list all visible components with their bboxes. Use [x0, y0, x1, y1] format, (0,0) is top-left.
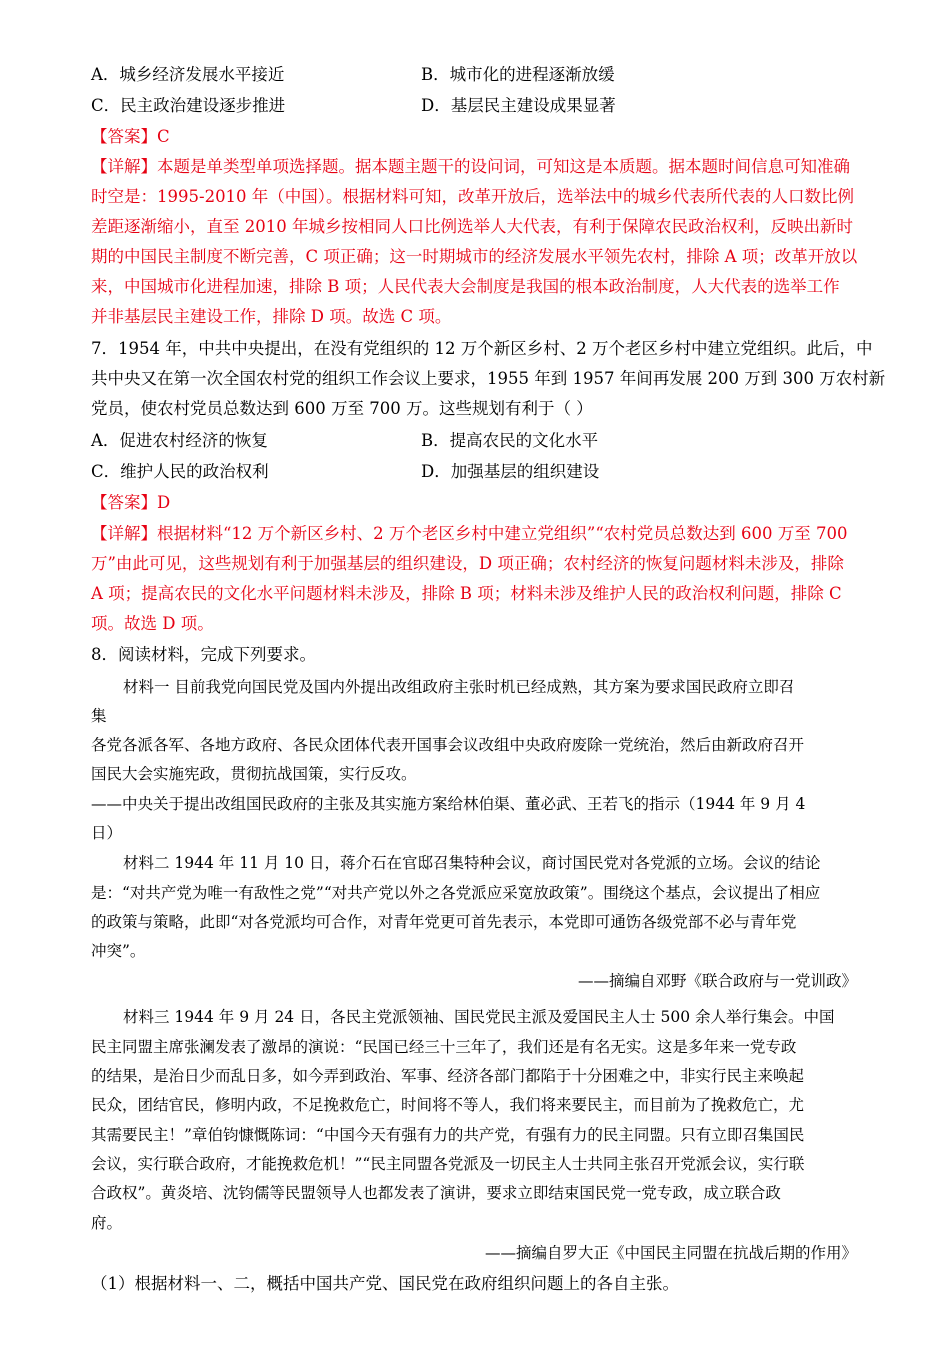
q6-answer: 【答案】C — [91, 127, 170, 146]
q7-option-a: A．促进农村经济的恢复 — [91, 431, 268, 450]
material3-source: ——摘编自罗大正《中国民主同盟在抗战后期的作用》 — [484, 1244, 857, 1262]
material1-line: 材料一 目前我党向国民党及国内外提出改组政府主张时机已经成熟，其方案为要求国民政府立即召 — [123, 678, 795, 696]
material3-line: 其需要民主！”章伯钧慷慨陈词：“中国今天有强有力的共产党，有强有力的民主同盟。只有立即召集国民 — [91, 1126, 805, 1144]
material2-source: ——摘编自邓野《联合政府与一党训政》 — [577, 972, 857, 990]
q6-option-c: C．民主政治建设逐步推进 — [91, 96, 286, 115]
material2-line: 冲突”。 — [91, 942, 146, 960]
q7-stem-line: 共中央又在第一次全国农村党的组织工作会议上要求，1955 年到 1957 年间再发展 200 万到 300 万农村新 — [91, 369, 886, 388]
material3-line: 材料三 1944 年 9 月 24 日，各民主党派领袖、国民党民主派及爱国民主人士 500 余人举行集会。中国 — [123, 1008, 835, 1026]
q6-option-b: B．城市化的进程逐渐放缓 — [421, 65, 615, 84]
material1-source-line: ——中央关于提出改组国民政府的主张及其实施方案给林伯渠、董必武、王若飞的指示（1944 年 9 月 4 — [91, 795, 806, 813]
q7-stem-line: 党员，使农村党员总数达到 600 万至 700 万。这些规划有利于（ ） — [91, 399, 593, 418]
q7-option-c: C．维护人民的政治权利 — [91, 462, 269, 481]
q6-detail-line: 【详解】本题是单类型单项选择题。据本题主题干的设问词，可知这是本质题。据本题时间信息可知准确 — [91, 157, 850, 176]
q6-detail-line: 差距逐渐缩小，直至 2010 年城乡按相同人口比例选举人大代表，有利于保障农民政治权利，反映出新时 — [91, 217, 853, 236]
q7-answer: 【答案】D — [91, 493, 171, 512]
material1-source-line: 日） — [91, 824, 123, 842]
q7-stem-line: 7．1954 年，中共中央提出，在没有党组织的 12 万个新区乡村、2 万个老区乡村中建立党组织。此后，中 — [91, 339, 873, 358]
material2-line: 材料二 1944 年 11 月 10 日，蒋介石在官邸召集特种会议，商讨国民党对各党派的立场。会议的结论 — [123, 854, 821, 872]
material3-line: 的结果，是治日少而乱日多，如今弄到政治、军事、经济各部门都陷于十分困难之中，非实行民主来唤起 — [91, 1067, 805, 1085]
material2-line: 的政策与策略，此即“对各党派均可合作，对青年党更可首先表示，本党即可通饬各级党部不必与青年党 — [91, 913, 797, 931]
q6-detail-line: 期的中国民主制度不断完善，C 项正确；这一时期城市的经济发展水平领先农村，排除 A 项；改革开放以 — [91, 247, 858, 266]
material2-line: 是：“对共产党为唯一有敌性之党”“对共产党以外之各党派应采宽放政策”。围绕这个基点，会议提出了相应 — [91, 884, 821, 902]
q7-detail-line: 项。故选 D 项。 — [91, 614, 214, 633]
q7-option-b: B．提高农民的文化水平 — [421, 431, 599, 450]
q6-detail-line: 并非基层民主建设工作，排除 D 项。故选 C 项。 — [91, 307, 452, 326]
material3-line: 合政权”。黄炎培、沈钧儒等民盟领导人也都发表了演讲，要求立即结束国民党一党专政，成立联合政 — [91, 1184, 781, 1202]
q7-detail-line: A 项；提高农民的文化水平问题材料未涉及，排除 B 项；材料未涉及维护人民的政治权利问题，排除 C — [91, 584, 842, 603]
material1-line: 国民大会实施宪政，贯彻抗战国策，实行反攻。 — [91, 765, 417, 783]
material3-line: 民众，团结官民，修明内政，不足挽救危亡，时间将不等人，我们将来要民主，而目前为了挽救危亡，尤 — [91, 1096, 805, 1114]
q6-detail-line: 时空是：1995-2010 年（中国）。根据材料可知，改革开放后，选举法中的城乡代表所代表的人口数比例 — [91, 187, 855, 206]
q6-option-a: A．城乡经济发展水平接近 — [91, 65, 285, 84]
q7-option-d: D．加强基层的组织建设 — [421, 462, 600, 481]
q8-question-1: （1）根据材料一、二，概括中国共产党、国民党在政府组织问题上的各自主张。 — [91, 1274, 679, 1293]
q7-detail-line: 万”由此可见，这些规划有利于加强基层的组织建设，D 项正确；农村经济的恢复问题材料未涉及，排除 — [91, 554, 844, 573]
material3-line: 府。 — [91, 1214, 123, 1232]
material1-line: 集 — [91, 707, 107, 725]
q6-detail-line: 来，中国城市化进程加速，排除 B 项；人民代表大会制度是我国的根本政治制度，人大代表的选举工作 — [91, 277, 840, 296]
material3-line: 会议，实行联合政府，才能挽救危机！”“民主同盟各党派及一切民主人士共同主张召开党派会议，实行联 — [91, 1155, 805, 1173]
q7-detail-line: 【详解】根据材料“12 万个新区乡村、2 万个老区乡村中建立党组织”“农村党员总数达到 600 万至 700 — [91, 524, 848, 543]
material3-line: 民主同盟主席张澜发表了激昂的演说：“民国已经三十三年了，我们还是有名无实。这是多年来一党专政 — [91, 1038, 797, 1056]
material1-line: 各党各派各军、各地方政府、各民众团体代表开国事会议改组中央政府废除一党统治，然后由新政府召开 — [91, 736, 805, 754]
q6-option-d: D．基层民主建设成果显著 — [421, 96, 616, 115]
q8-intro: 8．阅读材料，完成下列要求。 — [91, 645, 316, 664]
